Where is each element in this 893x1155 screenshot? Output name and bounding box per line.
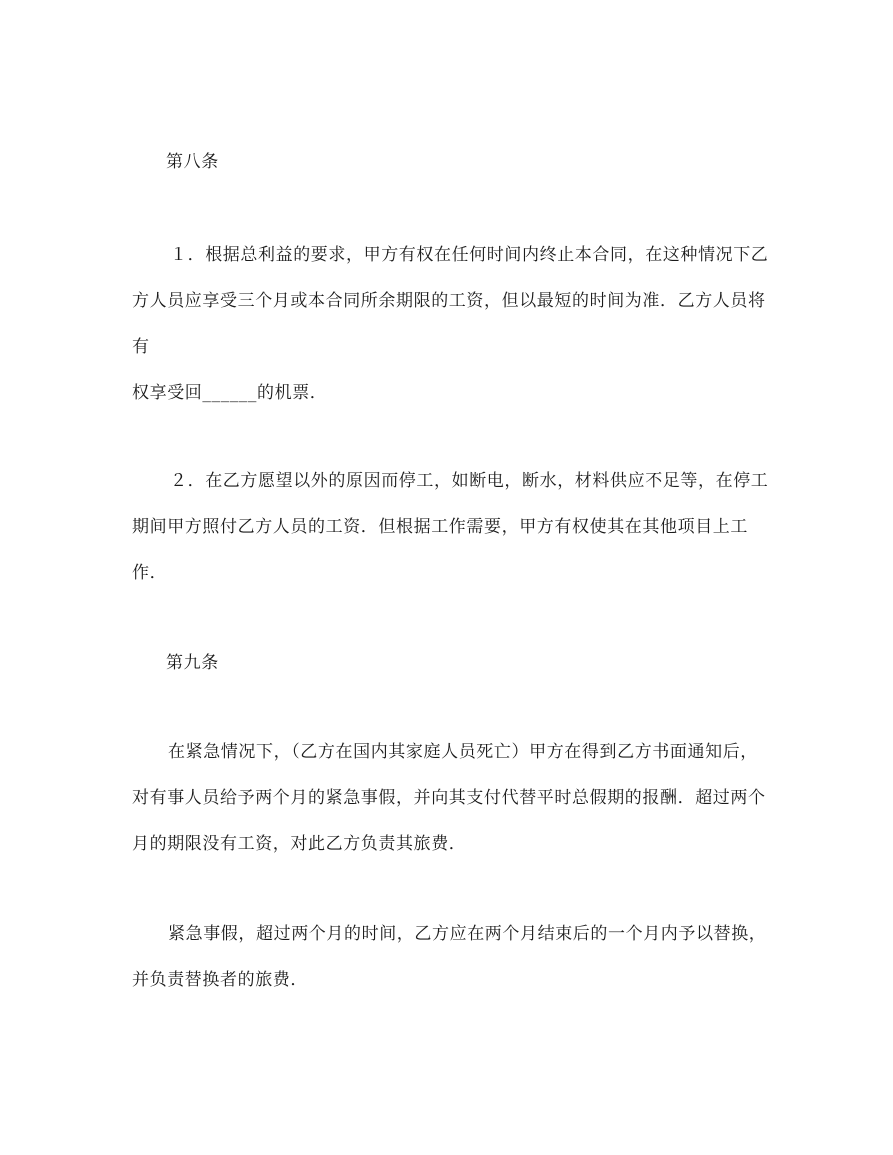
article-9-heading: 第九条 [166,653,219,673]
paragraph-line: 月的期限没有工资，对此乙方负责其旅费． [132,834,467,854]
paragraph-line: 并负责替换者的旅费． [132,970,308,990]
paragraph-line: 在紧急情况下，（乙方在国内其家庭人员死亡）甲方在得到乙方书面通知后， [168,742,758,762]
paragraph-line: 紧急事假，超过两个月的时间，乙方应在两个月结束后的一个月内予以替换， [168,924,767,944]
article-8-heading: 第八条 [166,152,219,172]
paragraph-line: １．根据总利益的要求，甲方有权在任何时间内终止本合同，在这种情况下乙 [170,245,769,265]
paragraph-line: 方人员应享受三个月或本合同所余期限的工资，但以最短的时间为准．乙方人员将 [132,291,766,311]
paragraph-line: 对有事人员给予两个月的紧急事假，并向其支付代替平时总假期的报酬．超过两个 [132,788,766,808]
paragraph-line: 期间甲方照付乙方人员的工资．但根据工作需要，甲方有权使其在其他项目上工 [132,517,748,537]
paragraph-line: 作． [132,563,168,583]
paragraph-line: ２．在乙方愿望以外的原因而停工，如断电，断水，材料供应不足等，在停工 [170,471,769,491]
paragraph-line: 有 [132,337,150,357]
paragraph-line: 权享受回______的机票． [132,383,328,403]
